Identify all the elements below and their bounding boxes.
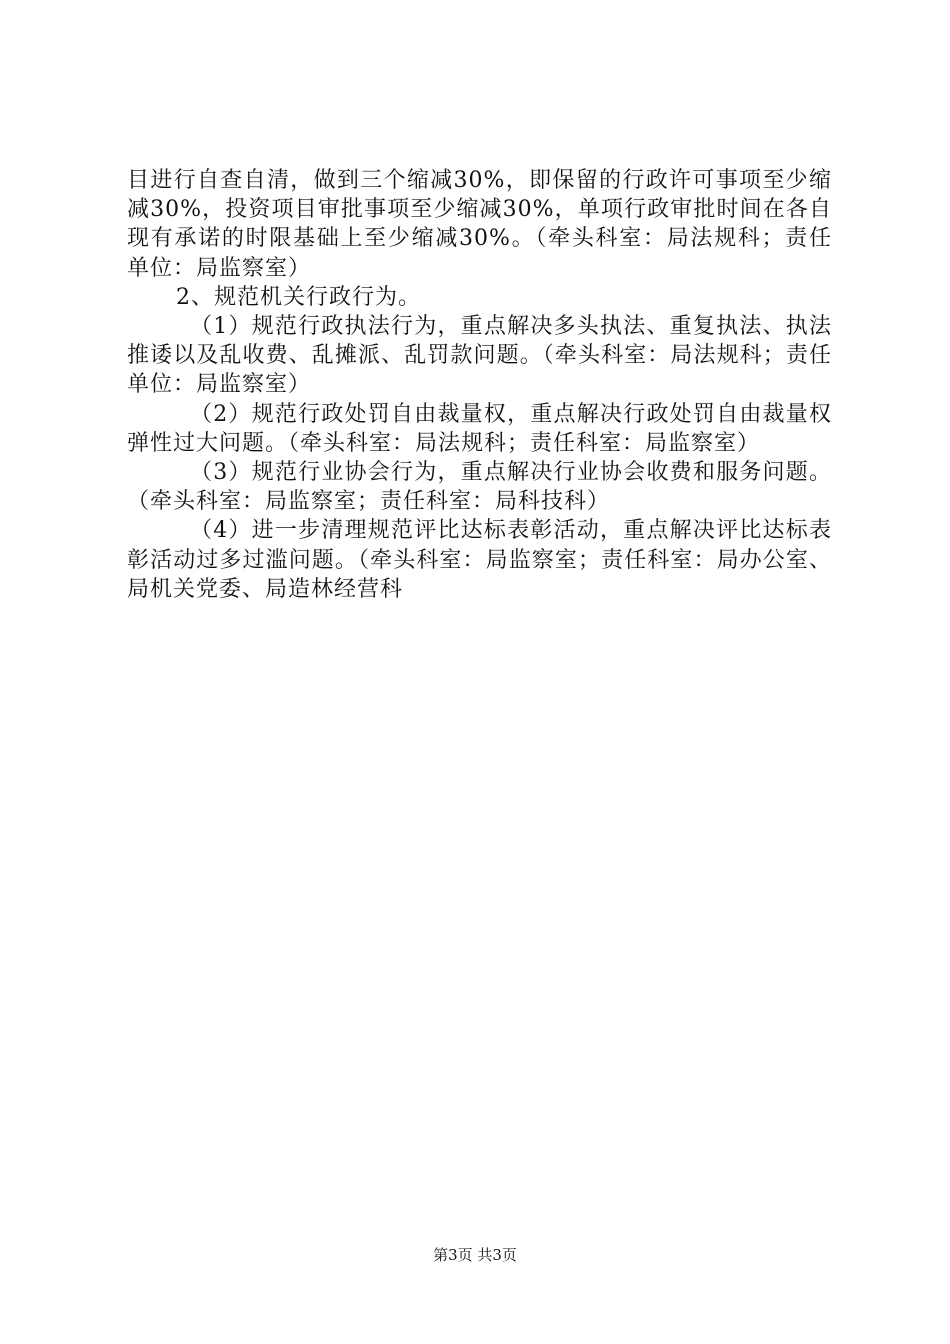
paragraph-section-2-heading: 2、规范机关行政行为。	[176, 284, 421, 310]
paragraph-item-2: （2）规范行政处罚自由裁量权，重点解决行政处罚自由裁量权弹性过大问题。（牵头科室：局法规科；责任科室：局监察室）	[127, 401, 832, 456]
document-body	[127, 166, 832, 604]
paragraph-item-4: （4）进一步清理规范评比达标表彰活动，重点解决评比达标表彰活动过多过滥问题。（牵头科室：局监察室；责任科室：局办公室、局机关党委、局造林经营科	[127, 518, 832, 602]
paragraph-continuation: 目进行自查自清，做到三个缩减30%，即保留的行政许可事项至少缩减30%，投资项目审批事项至少缩减30%，单项行政审批时间在各自现有承诺的时限基础上至少缩减30%。（牵头科室：局法规科；责任单位：局监察室）	[127, 168, 832, 281]
paragraph-item-3: （3）规范行业协会行为，重点解决行业协会收费和服务问题。（牵头科室：局监察室；责任科室：局科技科）	[127, 460, 832, 515]
paragraph-item-1: （1）规范行政执法行为，重点解决多头执法、重复执法、执法推诿以及乱收费、乱摊派、乱罚款问题。（牵头科室：局法规科；责任单位：局监察室）	[127, 314, 832, 398]
page-number-footer: 第3页 共3页	[433, 1246, 517, 1264]
